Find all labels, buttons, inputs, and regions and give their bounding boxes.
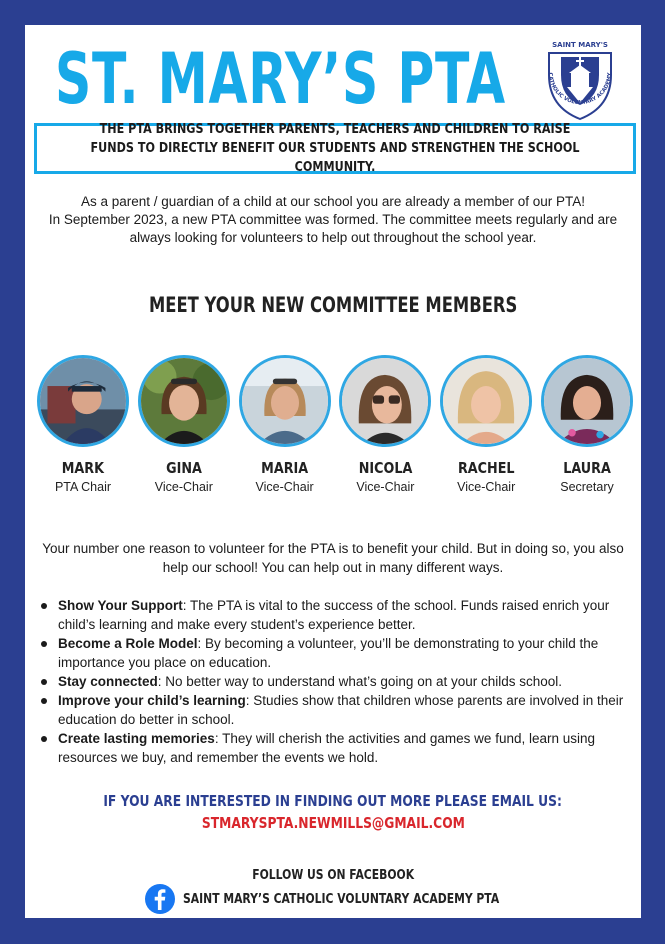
benefit-title: Stay connected <box>58 674 158 689</box>
benefit-text: : The PTA is vital to the success of the school. Funds raised enrich your child’s learning and make every student’s experience better. <box>58 598 610 632</box>
follow-heading <box>25 867 641 883</box>
benefit-text: : Studies show that children whose parents are involved in their education do better in school. <box>58 693 624 727</box>
committee-heading <box>25 293 641 317</box>
email-address[interactable]: STMARYSPTA.NEWMILLS@GMAIL.COM <box>201 814 465 832</box>
committee-heading-text: MEET YOUR NEW COMMITTEE MEMBERS <box>148 293 518 317</box>
member-photo-maria <box>239 355 331 447</box>
member-photo-mark <box>37 355 129 447</box>
member-role: Vice-Chair <box>457 480 516 494</box>
flyer-page <box>25 25 641 918</box>
member-gina <box>136 355 232 494</box>
member-role: PTA Chair <box>54 480 112 494</box>
intro-text <box>35 193 631 247</box>
member-name: GINA <box>165 459 202 477</box>
email-link[interactable] <box>25 814 641 832</box>
benefit-title: Improve your child’s learning <box>58 693 246 708</box>
benefit-text: : No better way to understand what’s going on at your childs school. <box>157 674 563 689</box>
benefit-title: Show Your Support <box>58 598 183 613</box>
intro-line-1: As a parent / guardian of a child at our school you are already a member of our PTA! <box>80 194 586 209</box>
follow-text: FOLLOW US ON FACEBOOK <box>252 867 414 883</box>
member-role: Vice-Chair <box>356 480 415 494</box>
list-item <box>39 691 629 729</box>
facebook-link[interactable] <box>145 883 578 915</box>
member-nicola <box>337 355 433 494</box>
member-name: RACHEL <box>457 459 515 477</box>
school-crest-icon <box>535 35 625 125</box>
benefit-title: Become a Role Model <box>58 636 198 651</box>
benefit-title: Create lasting memories <box>58 731 215 746</box>
volunteer-text: Your number one reason to volunteer for the PTA is to benefit your child. But in doing so, you also help our school! You can help out in many different ways. <box>42 541 624 575</box>
interest-text: IF YOU ARE INTERESTED IN FINDING OUT MORE PLEASE EMAIL US: <box>103 792 563 810</box>
benefit-text: : By becoming a volunteer, you’ll be demonstrating to your child the importance you place on education. <box>58 636 599 670</box>
intro-line-2: In September 2023, a new PTA committee was formed. The committee meets regularly and are always looking for volunteers to help out throughout the school year. <box>48 212 618 245</box>
benefit-text: : They will cherish the activities and games we fund, learn using resources we buy, and remember the events we hold. <box>58 731 596 765</box>
list-item <box>39 729 629 767</box>
facebook-icon[interactable] <box>145 884 175 914</box>
list-item <box>39 596 629 634</box>
logo-top-text: SAINT MARY'S <box>552 41 608 49</box>
member-maria <box>237 355 333 494</box>
member-mark <box>35 355 131 494</box>
committee-members <box>35 355 635 494</box>
member-name: MARK <box>61 459 105 477</box>
member-photo-nicola <box>339 355 431 447</box>
list-item <box>39 634 629 672</box>
tagline-text: THE PTA BRINGS TOGETHER PARENTS, TEACHERS AND CHILDREN TO RAISE FUNDS TO DIRECTLY BENEFIT OUR STUDENTS AND STRENGTHEN THE SCHOOL COMMUNITY. <box>90 122 580 175</box>
member-name: MARIA <box>261 459 309 477</box>
page-title: ST. MARY’S PTA <box>55 38 506 120</box>
member-name: NICOLA <box>358 459 413 477</box>
member-rachel <box>438 355 534 494</box>
logo-arc-text: CATHOLIC VOLUNTARY ACADEMY <box>546 72 614 107</box>
member-photo-gina <box>138 355 230 447</box>
member-role: Vice-Chair <box>154 480 213 494</box>
member-role: Secretary <box>560 480 614 494</box>
member-laura <box>539 355 635 494</box>
member-photo-laura <box>541 355 633 447</box>
tagline-box <box>34 123 636 174</box>
member-role: Vice-Chair <box>255 480 314 494</box>
member-name: LAURA <box>563 459 611 477</box>
benefits-list <box>39 596 629 767</box>
interest-heading <box>25 792 641 810</box>
member-photo-rachel <box>440 355 532 447</box>
list-item <box>39 672 629 691</box>
facebook-page-name[interactable]: SAINT MARY’S CATHOLIC VOLUNTARY ACADEMY PTA <box>183 891 500 907</box>
